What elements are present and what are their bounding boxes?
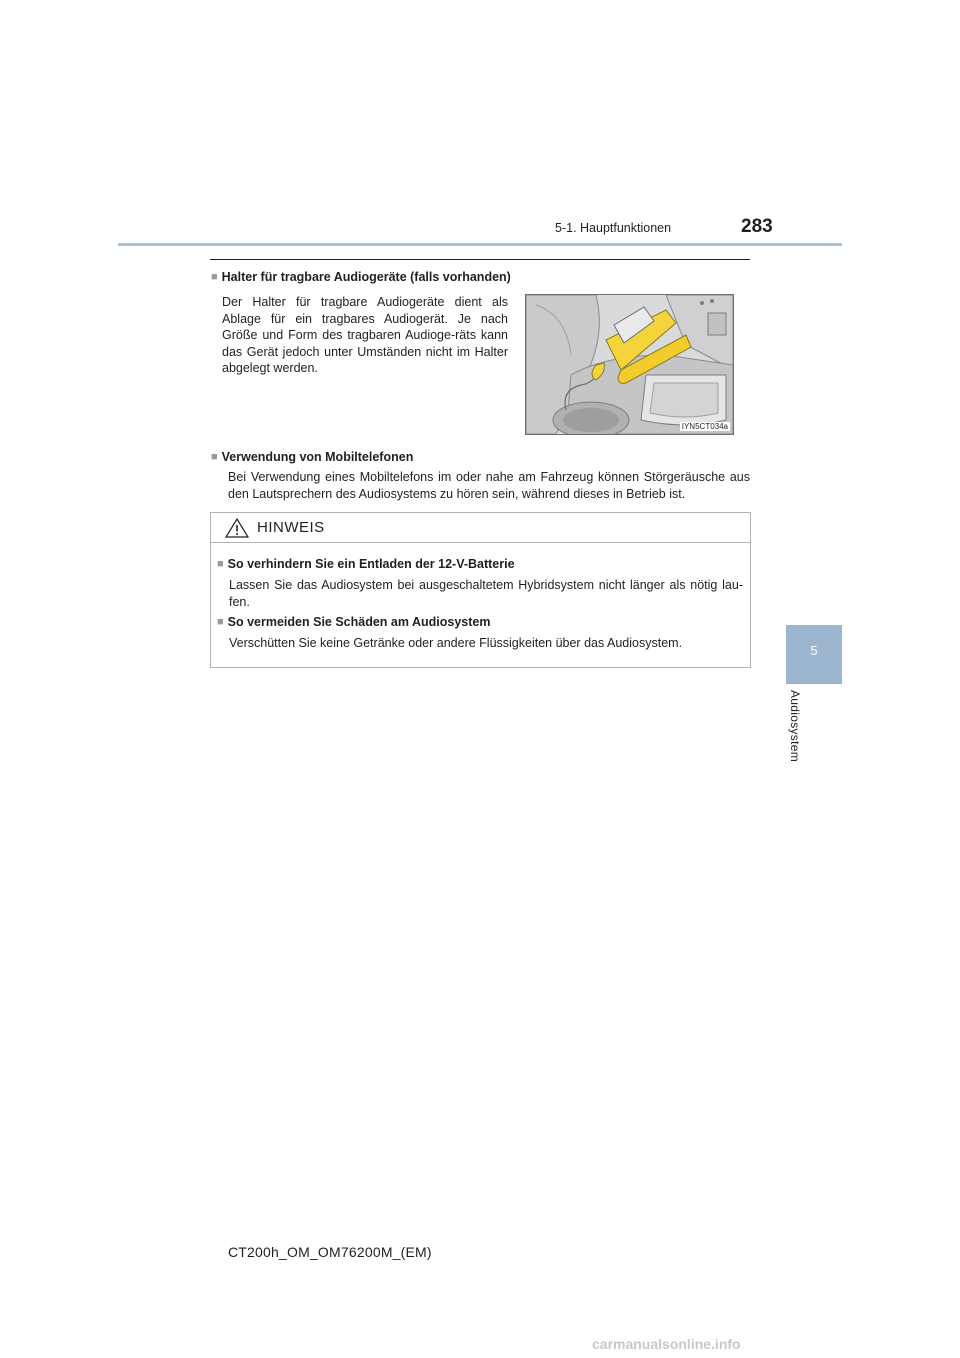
notice-heading-text: So verhindern Sie ein Entladen der 12-V-Batterie: [227, 557, 515, 571]
notice-heading-damage: [217, 615, 490, 629]
notice-header: [211, 513, 750, 543]
chapter-label: [788, 690, 802, 780]
notice-text-damage: Verschütten Sie keine Getränke oder andere Flüssigkeiten über das Audiosystem.: [229, 636, 683, 650]
page-number: 283: [741, 216, 773, 237]
section-text-mobile-phones: Bei Verwendung eines Mobiltelefons im oder nahe am Fahrzeug können Störgeräusche aus den Lautsprechern des Audiosystems zu hören sein, während dieses in Betrieb ist.: [228, 470, 750, 501]
header-section-title: 5-1. Hauptfunktionen: [555, 221, 672, 235]
notice-box: [210, 512, 751, 668]
audio-holder-illustration: [525, 294, 734, 435]
section-text-audio-holder: Der Halter für tragbare Audiogeräte dient als Ablage für ein tragbares Audiogerät. Je nach Größe und Form des tragbaren Audioge-räts kann das Gerät jedoch unter Umständen nicht im Halter abgelegt werden.: [222, 295, 508, 375]
footer-document-code: CT200h_OM_OM76200M_(EM): [228, 1244, 432, 1260]
notice-text-battery: Lassen Sie das Audiosystem bei ausgeschaltetem Hybridsystem nicht länger als nötig lau-fen.: [229, 578, 743, 609]
console-drawing: [526, 295, 733, 434]
watermark: carmanualsonline.info: [592, 1336, 741, 1352]
warning-triangle-icon: [225, 518, 249, 538]
chapter-tab: [786, 625, 842, 684]
notice-heading-text: So vermeiden Sie Schäden am Audiosystem: [227, 615, 491, 629]
square-bullet-icon: ■: [211, 271, 218, 283]
square-bullet-icon: ■: [217, 558, 224, 570]
section-heading-text: Verwendung von Mobiltelefonen: [221, 450, 414, 464]
chapter-number: 5: [810, 643, 818, 658]
chapter-label-text: Audiosystem: [788, 690, 802, 762]
section-heading-audio-holder: [211, 270, 511, 284]
illustration-code: IYN5CT034a: [681, 422, 728, 431]
header-divider: [118, 243, 842, 246]
section-heading-mobile-phones: [211, 450, 413, 464]
content-divider: [210, 259, 750, 260]
square-bullet-icon: ■: [211, 451, 218, 463]
square-bullet-icon: ■: [217, 616, 224, 628]
section-heading-text: Halter für tragbare Audiogeräte (falls vorhanden): [221, 270, 511, 284]
notice-title: HINWEIS: [257, 519, 325, 536]
notice-heading-battery: [217, 557, 515, 571]
